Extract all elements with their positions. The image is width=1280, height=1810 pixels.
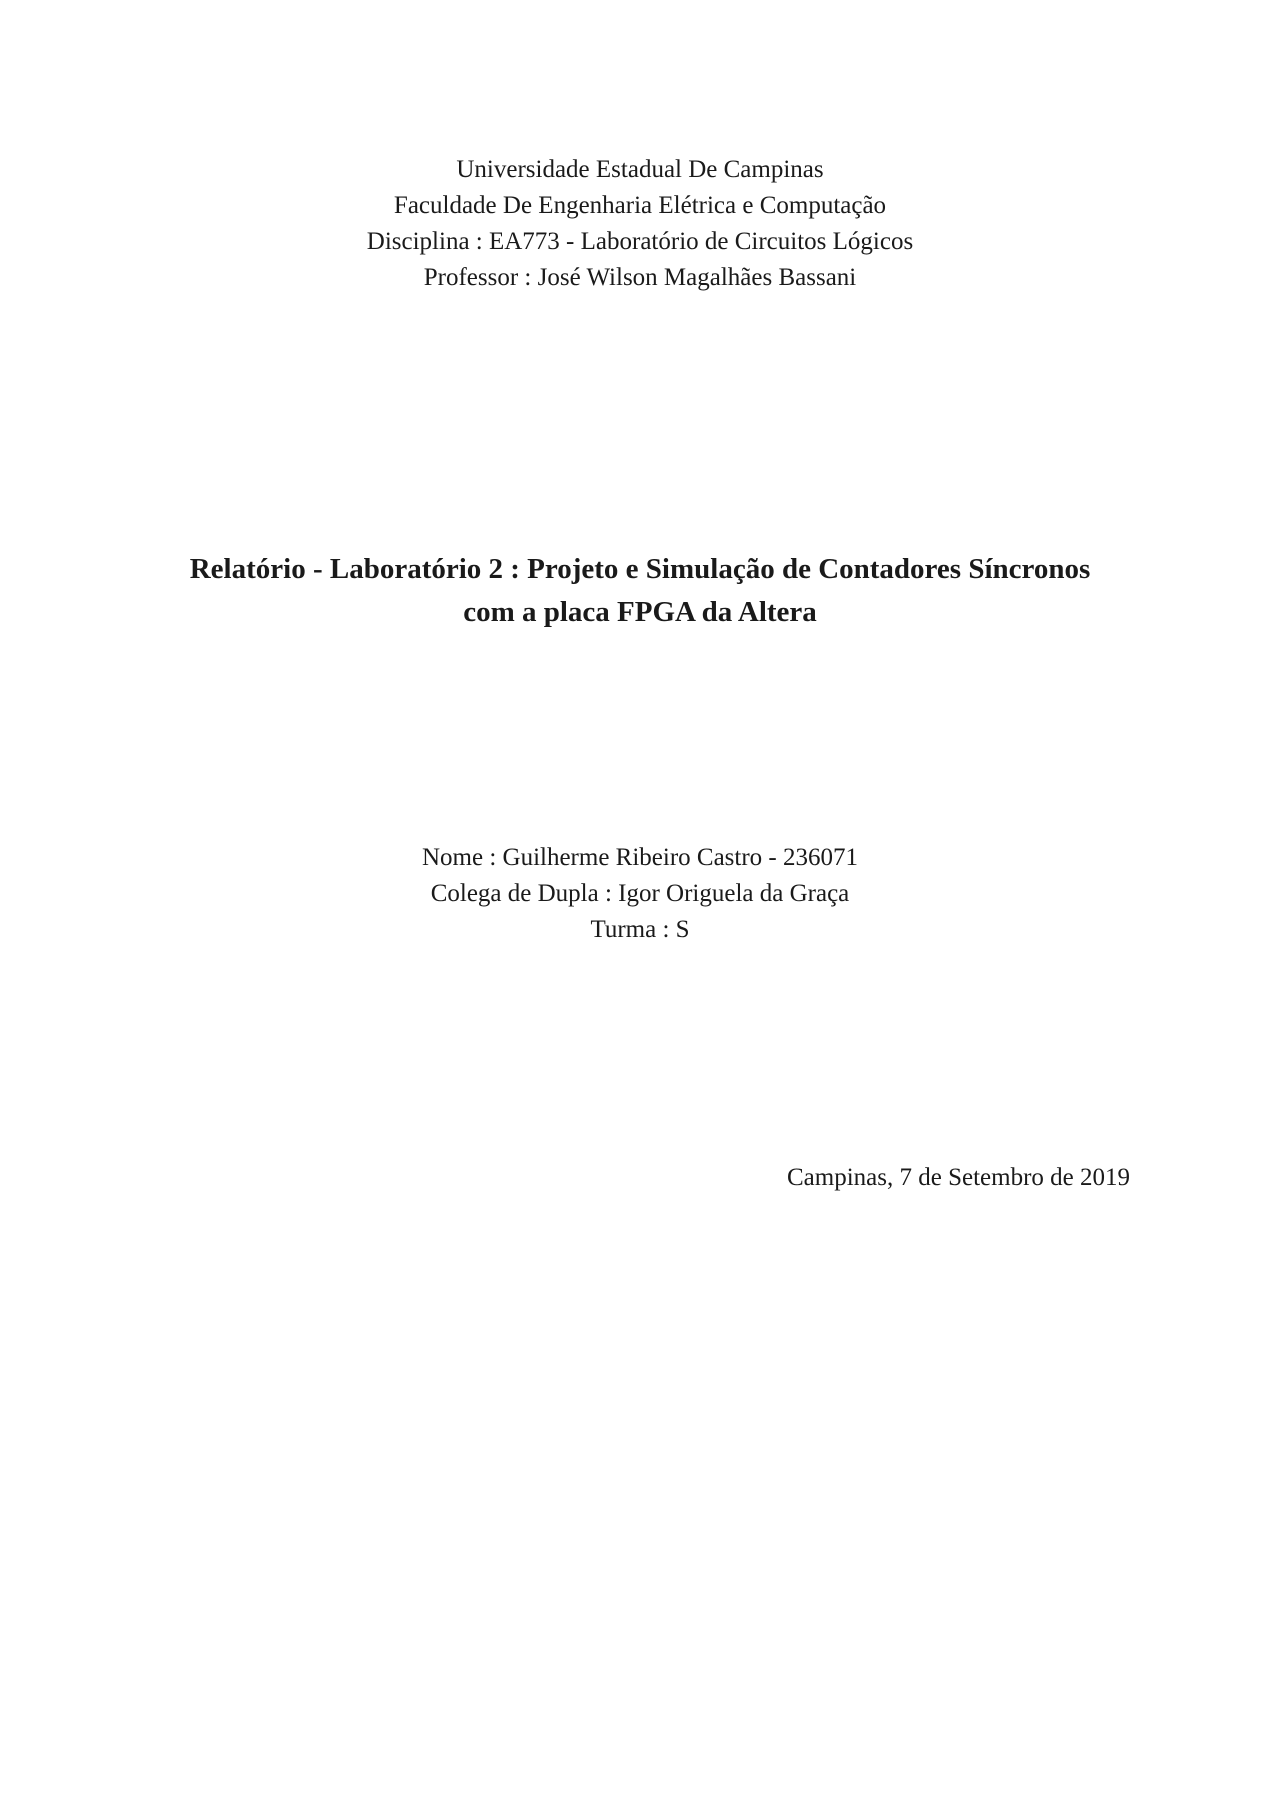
place-date: Campinas, 7 de Setembro de 2019 [787, 1164, 1130, 1191]
faculty-name: Faculdade De Engenharia Elétrica e Computação [393, 192, 887, 219]
report-title-line-2: com a placa FPGA da Altera [463, 596, 817, 628]
partner-name: Colega de Dupla : Igor Origuela da Graça [430, 880, 850, 907]
discipline-line: Disciplina : EA773 - Laboratório de Circuitos Lógicos [366, 228, 914, 255]
university-name: Universidade Estadual De Campinas [456, 156, 824, 183]
report-title [0, 548, 1280, 634]
professor-line: Professor : José Wilson Magalhães Bassani [423, 264, 857, 291]
student-info [0, 840, 1280, 948]
student-name: Nome : Guilherme Ribeiro Castro - 236071 [421, 844, 859, 871]
class-line: Turma : S [590, 916, 690, 943]
institution-header [0, 152, 1280, 296]
report-title-line-1: Relatório - Laboratório 2 : Projeto e Simulação de Contadores Síncronos [189, 553, 1091, 585]
